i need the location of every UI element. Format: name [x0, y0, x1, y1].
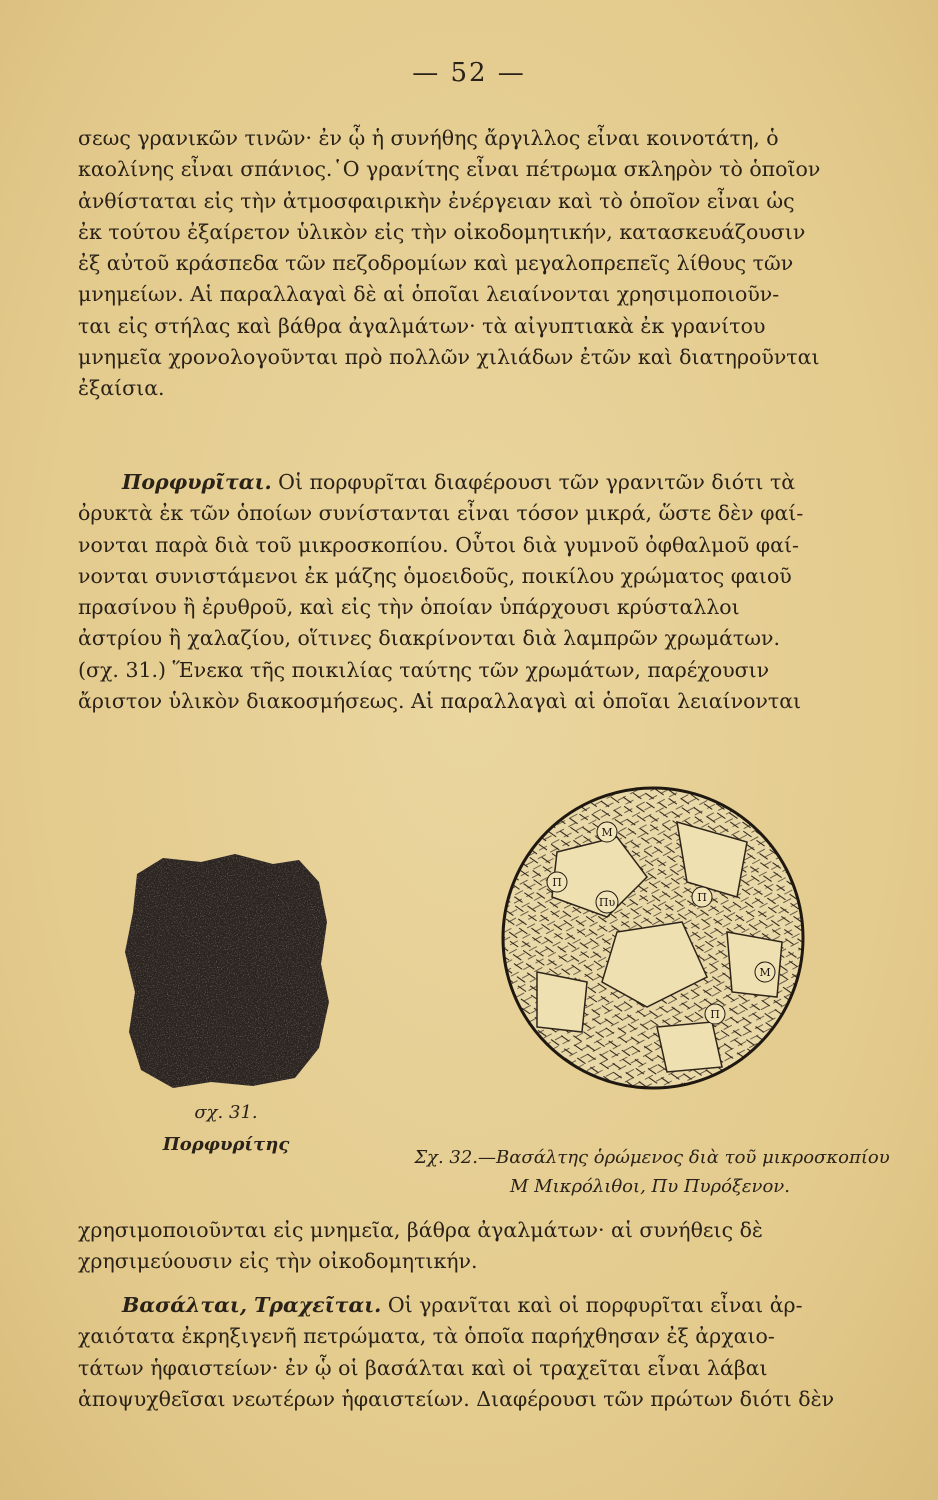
page-number: — 52 — [412, 58, 526, 88]
text-line: νονται παρὰ διὰ τοῦ μικροσκοπίου. Οὗτοι διὰ γυμνοῦ ὀφθαλμοῦ φαί- [78, 532, 799, 557]
text-line: ἀστρίου ἢ χαλαζίου, οἵτινες διακρίνονται διὰ λαμπρῶν χρωμάτων. [78, 626, 780, 651]
text-line: καολίνης εἶναι σπάνιος.῾Ο γρανίτης εἶναι πέτρωμα σκληρὸν τὸ ὁποῖον [78, 157, 821, 182]
paragraph-granite [78, 123, 928, 405]
text-line: σεως γρανικῶν τινῶν· ἐν ᾧ ἡ συνήθης ἄργιλλος εἶναι κοινοτάτη, ὁ [78, 126, 779, 150]
section-heading-basalts: Βασάλται, Τραχεῖται. [122, 1293, 382, 1317]
basalt-microscope-image [497, 782, 809, 1094]
text-line: χρησιμεύουσιν εἰς τὴν οἰκοδομητικήν. [78, 1249, 478, 1274]
text-line: ται εἰς στήλας καὶ βάθρα ἀγαλμάτων· τὰ αἰγυπτιακὰ ἐκ γρανίτου [78, 313, 766, 338]
text-line: ὀρυκτὰ ἐκ τῶν ὁποίων συνίστανται εἶναι τόσον μικρά, ὥστε δὲν φαί- [78, 501, 804, 526]
text-line: νονται συνιστάμενοι ἐκ μάζης ὁμοειδοῦς, ποικίλου χρώματος φαιοῦ [78, 563, 792, 588]
text-line [78, 1290, 928, 1321]
figure-32-label: Π [697, 891, 707, 904]
figure-31-number: σχ. 31. [194, 1102, 258, 1123]
text-line: ἐξαίσια. [78, 376, 165, 401]
text-line: τάτων ἡφαιστείων· ἐν ᾧ οἱ βασάλται καὶ οἱ τραχεῖται εἶναι λάβαι [78, 1355, 768, 1380]
figure-32-label: Π [710, 1008, 720, 1021]
text-line: πρασίνου ἢ ἐρυθροῦ, καὶ εἰς τὴν ὁποίαν ὑπάρχουσι κρύσταλλοι [78, 595, 740, 620]
figure-32-legend: Μ Μικρόλιθοι, Πυ Πυρόξενον. [510, 1176, 790, 1197]
figure-31-title: Πορφυρίτης [162, 1134, 290, 1155]
figure-32-label: Μ [601, 826, 613, 839]
text-line: ἀποψυχθεῖσαι νεωτέρων ἡφαιστείων. Διαφέρουσι τῶν πρώτων διότι δὲν [78, 1386, 835, 1411]
paragraph-porphyrites [78, 467, 928, 717]
text-line [78, 467, 928, 498]
text-line: χαιότατα ἐκρηξιγενῆ πετρώματα, τὰ ὁποῖα παρήχθησαν ἐξ ἀρχαιο- [78, 1324, 775, 1349]
figure-32-label: Π [552, 876, 562, 889]
text-line: ἄριστον ὑλικὸν διακοσμήσεως. Αἱ παραλλαγαὶ αἱ ὁποῖαι λειαίνονται [78, 689, 802, 714]
text-line: ἀνθίσταται εἰς τὴν ἀτμοσφαιρικὴν ἐνέργειαν καὶ τὸ ὁποῖον εἶναι ὡς [78, 188, 795, 213]
text-line: (σχ. 31.) Ἕνεκα τῆς ποικιλίας ταύτης τῶν χρωμάτων, παρέχουσιν [78, 657, 770, 682]
text-line: ἐξ αὐτοῦ κράσπεδα τῶν πεζοδρομίων καὶ μεγαλοπρεπεῖς λίθους τῶν [78, 251, 794, 276]
text-line: μνημείων. Αἱ παραλλαγαὶ δὲ αἱ ὁποῖαι λειαίνονται χρησιμοποιοῦν- [78, 282, 780, 307]
paragraph-uses [78, 1215, 928, 1278]
paragraph-basalts [78, 1290, 928, 1415]
figure-32-label: Πυ [598, 896, 616, 909]
figure-32-caption: Σχ. 32.—Βασάλτης ὁρώμενος διὰ τοῦ μικροσκοπίου [414, 1147, 890, 1168]
text-run: Οἱ πορφυρῖται διαφέρουσι τῶν γρανιτῶν διότι τὰ [271, 470, 796, 494]
text-line: ἐκ τούτου ἐξαίρετον ὑλικὸν εἰς τὴν οἰκοδομητικήν, κατασκευάζουσιν [78, 219, 806, 244]
porphyrite-specimen-image [123, 852, 331, 1090]
text-line: μνημεῖα χρονολογοῦνται πρὸ πολλῶν χιλιάδων ἐτῶν καὶ διατηροῦνται [78, 345, 820, 370]
section-heading-porphyrites: Πορφυρῖται. [122, 470, 272, 494]
text-line: χρησιμοποιοῦνται εἰς μνημεῖα, βάθρα ἀγαλμάτων· αἱ συνήθεις δὲ [78, 1218, 763, 1242]
figure-32-label: Μ [759, 966, 771, 979]
text-run: Οἱ γρανῖται καὶ οἱ πορφυρῖται εἶναι ἀρ- [381, 1293, 803, 1317]
